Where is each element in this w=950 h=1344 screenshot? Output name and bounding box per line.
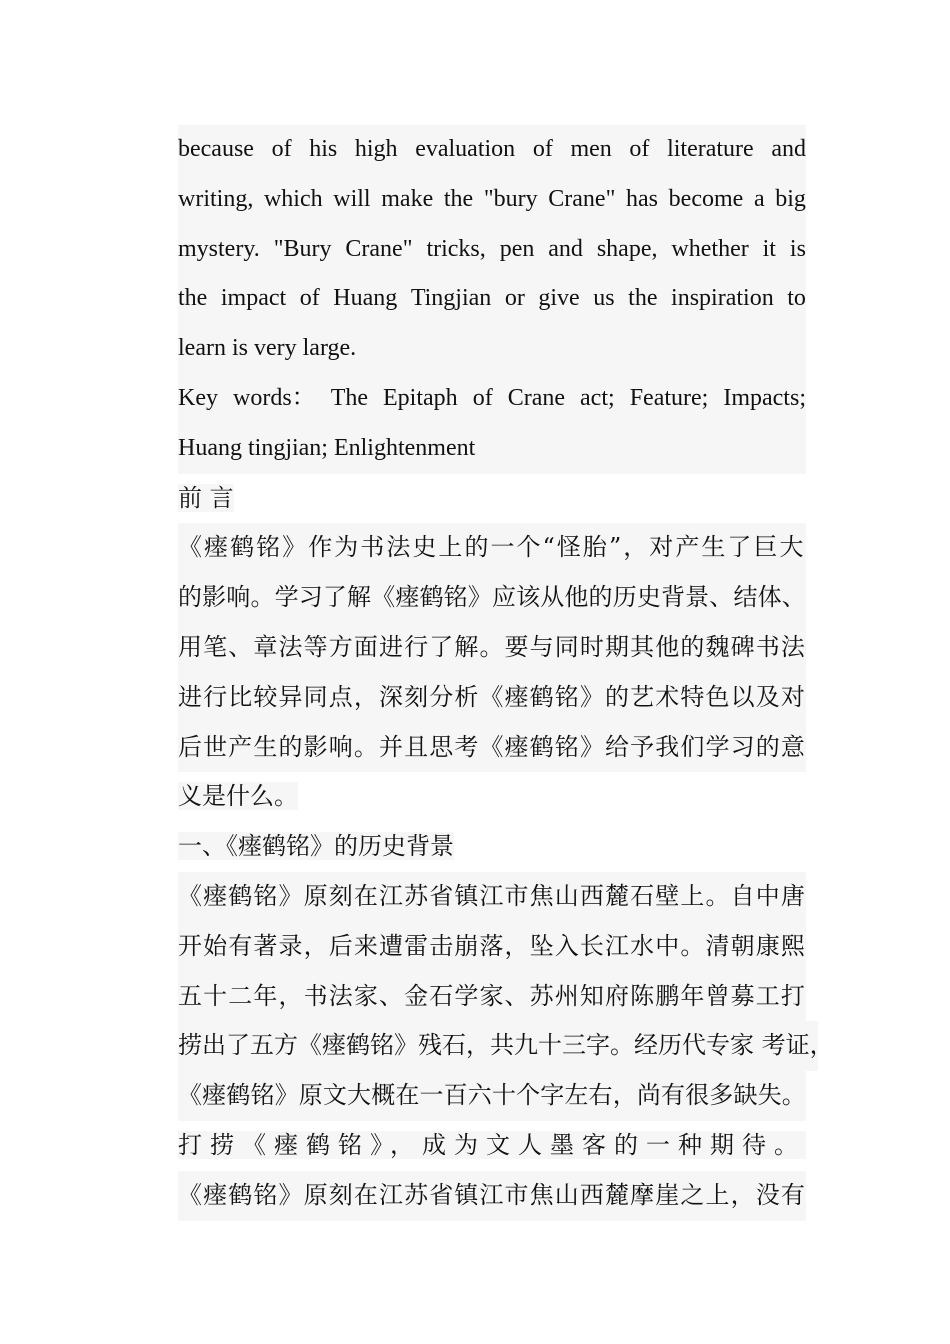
preface-line-3: 用笔、章法等方面进行了解。要与同时期其他的魏碑书法	[178, 623, 806, 673]
document-page	[178, 125, 834, 1221]
word: mystery.	[178, 235, 260, 262]
word: shape,	[596, 235, 658, 262]
word: because	[178, 136, 254, 162]
abstract-line-4	[178, 274, 806, 324]
word: inspiration	[671, 285, 774, 312]
word: words：	[233, 384, 316, 411]
word: Key	[178, 384, 218, 411]
word: to	[787, 285, 806, 312]
word: is	[789, 235, 806, 262]
preface-heading: 前 言	[178, 483, 234, 512]
word: which	[263, 185, 323, 212]
word: of	[271, 136, 292, 162]
word: Feature;	[629, 384, 709, 411]
word: make	[381, 185, 434, 212]
section1-line-2: 开始有著录，后来遭雷击崩落，坠入长江水中。清朝康熙	[178, 922, 806, 972]
abstract-line-3	[178, 225, 806, 275]
section1-line-4: 捞出了五方《瘗鹤铭》残石，共九十三字。经历代专家 考证，	[178, 1021, 818, 1071]
preface-line-2: 的影响。学习了解《瘗鹤铭》应该从他的历史背景、结体、	[178, 573, 806, 623]
section1-next-line: 《瘗鹤铭》原刻在江苏省镇江市焦山西麓摩崖之上，没有	[178, 1171, 806, 1221]
word: Huang	[333, 285, 398, 312]
word: and	[548, 235, 583, 262]
preface-line-5: 后世产生的影响。并且思考《瘗鹤铭》给予我们学习的意	[178, 723, 806, 773]
word: the	[443, 185, 474, 212]
word: of	[629, 136, 650, 162]
word: "bury	[483, 185, 538, 212]
word: men	[570, 136, 612, 162]
preface-line-4: 进行比较异同点，深刻分析《瘗鹤铭》的艺术特色以及对	[178, 673, 806, 723]
word: "Bury	[273, 235, 332, 262]
word: tricks,	[426, 235, 486, 262]
word: Crane	[507, 384, 566, 411]
word: a	[753, 185, 765, 212]
word: or	[504, 285, 525, 312]
section1-line-1: 《瘗鹤铭》原刻在江苏省镇江市焦山西麓石壁上。自中唐	[178, 872, 806, 922]
section1-line-6: 打捞《瘗鹤铭》，成为文人墨客的一种期待。	[178, 1130, 806, 1159]
word: the	[178, 285, 208, 312]
word: become	[668, 185, 744, 212]
abstract-line-5: learn is very large.	[178, 324, 806, 374]
word: will	[333, 185, 371, 212]
abstract-line-1	[178, 125, 806, 175]
word: The	[330, 384, 368, 411]
keywords-line-2: Huang tingjian; Enlightenment	[178, 424, 806, 474]
word: it	[762, 235, 776, 262]
word: of	[299, 285, 320, 312]
word: Crane"	[548, 185, 616, 212]
word: big	[775, 185, 806, 212]
word: give	[538, 285, 580, 312]
word: pen	[499, 235, 535, 262]
word: high	[354, 136, 398, 162]
word: Crane"	[345, 235, 413, 262]
word: evaluation	[415, 136, 516, 162]
abstract-line-2	[178, 175, 806, 225]
word: Impacts;	[723, 384, 806, 411]
word: impact	[220, 285, 287, 312]
word: of	[472, 384, 493, 411]
word: and	[771, 136, 806, 162]
section1-heading: 一、《瘗鹤铭》的历史背景	[178, 832, 454, 861]
word: whether	[671, 235, 749, 262]
word: act;	[580, 384, 615, 411]
word: writing,	[178, 185, 254, 212]
word: his	[309, 136, 338, 162]
word: has	[626, 185, 659, 212]
section1-line-5: 《瘗鹤铭》原文大概在一百六十个字左右，尚有很多缺失。	[178, 1071, 806, 1121]
preface-line-1: 《瘗鹤铭》作为书法史上的一个“怪胎”，对产生了巨大	[178, 523, 806, 573]
word: Epitaph	[383, 384, 458, 411]
preface-line-6: 义是什么。	[178, 782, 298, 811]
word: Tingjian	[410, 285, 492, 312]
word: the	[628, 285, 658, 312]
word: literature	[667, 136, 754, 162]
section1-line-3: 五十二年，书法家、金石学家、苏州知府陈鹏年曾募工打	[178, 972, 806, 1022]
word: us	[593, 285, 615, 312]
keywords-line-1	[178, 374, 806, 424]
word: of	[532, 136, 553, 162]
